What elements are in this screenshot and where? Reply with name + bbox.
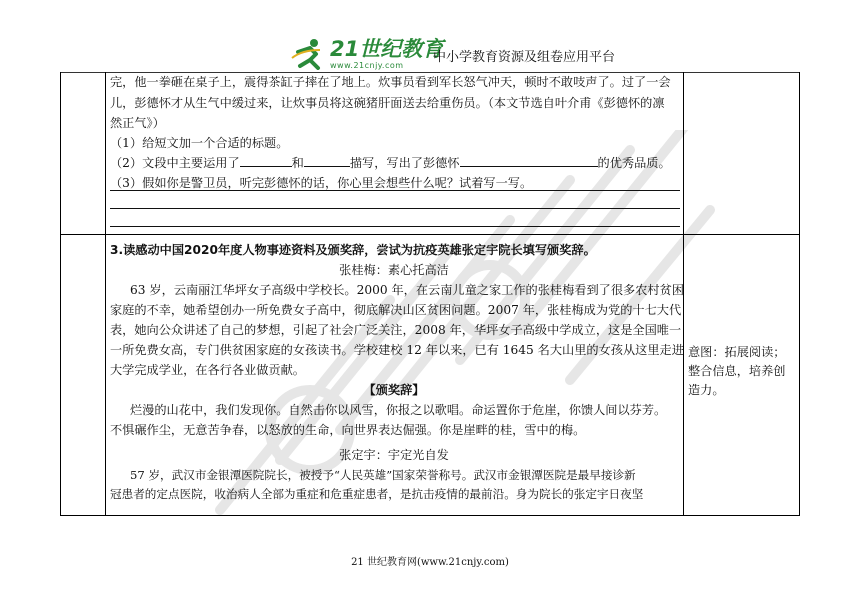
answer-blank-1[interactable] <box>240 153 292 167</box>
answer-blank-2[interactable] <box>304 153 350 167</box>
question-1: （1）给短文加一个合适的标题。 <box>110 136 289 150</box>
question-2-suffix: 的优秀品质。 <box>597 156 671 170</box>
answer-line-3[interactable] <box>110 226 680 227</box>
answer-line-1[interactable] <box>110 190 680 191</box>
page-header <box>0 0 860 72</box>
site-logo <box>290 38 443 70</box>
question-2 <box>110 153 671 173</box>
question-2-and: 和 <box>291 156 304 170</box>
profile-1-line-4: 一所免费女高，专门供贫困家庭的女孩读书。学校建校 12 年以来，已有 1645 名大山里的女孩从这里走进 <box>110 343 684 357</box>
question-3-heading: 3.读感动中国2020年度人物事迹资料及颁奖辞，尝试为抗疫英雄张定宇院长填写颁奖辞。 <box>110 243 596 257</box>
profile-title-zhang-dingyu: 张定宇：宇定光自发 <box>339 448 449 462</box>
profile-1-line-5: 大学完成学业，在各行各业做贡献。 <box>110 363 305 377</box>
running-figure-icon <box>290 38 326 70</box>
page-footer: 21 世纪教育网(www.21cnjy.com) <box>351 557 509 568</box>
logo-sub-text: www.21cnjy.com <box>330 60 404 70</box>
award-heading: 【颁奖辞】 <box>363 383 425 397</box>
passage-line-1: 完，他一拳砸在桌子上，震得茶缸子摔在了地上。炊事员看到军长怒气冲天，顿时不敢吱声了。过了一会 <box>110 75 671 89</box>
profile-2-line-1: 57 岁，武汉市金银潭医院院长，被授予“人民英雄”国家荣誉称号。武汉市金银潭医院是最早接诊新 <box>130 468 636 482</box>
profile-1-line-2: 家庭的不幸，她希望创办一所免费女子高中，彻底解决山区贫困问题。2007 年，张桂梅成为党的十七大代 <box>110 303 682 317</box>
question-3: （3）假如你是警卫员，听完彭德怀的话，你心里会想些什么呢？试着写一写。 <box>110 176 533 190</box>
profile-2-line-2: 冠患者的定点医院，收治病人全部为重症和危重症患者，是抗击疫情的最前沿。身为院长的张定宇日夜坚 <box>110 487 644 501</box>
question-2-mid: 描写，写出了彭德怀 <box>349 156 460 170</box>
question-2-prefix: （2）文段中主要运用了 <box>110 156 240 170</box>
passage-line-2: 儿，彭德怀才从生气中缓过来，让炊事员将这碗猪肝面送去给重伤员。（本文节选自叶介甫《彭德怀的凛 <box>110 96 665 110</box>
profile-title-zhang-guimei: 张桂梅：素心托高洁 <box>339 263 449 277</box>
logo-main-text: 21世纪教育 <box>330 36 444 61</box>
answer-line-2[interactable] <box>110 208 680 209</box>
passage-line-3: 然正气》） <box>110 116 165 130</box>
award-line-2: 不惧碾作尘，无意苦争春，以怒放的生命，向世界表达倔强。你是崖畔的桂，雪中的梅。 <box>110 423 586 437</box>
answer-blank-3[interactable] <box>460 153 598 167</box>
site-title: 中小学教育资源及组卷应用平台 <box>433 50 616 65</box>
profile-1-line-3: 表，她向公众讲述了自己的梦想，引起了社会广泛关注，2008 年，华坪女子高级中学成立，这是全国唯一 <box>110 323 682 337</box>
profile-1-line-1: 63 岁，云南丽江华坪女子高级中学校长。2000 年，在云南儿童之家工作的张桂梅看到了很多农村贫困 <box>130 283 684 297</box>
design-intent-note: 意图：拓展阅读；整合信息，培养创造力。 <box>688 345 786 397</box>
award-line-1: 烂漫的山花中，我们发现你。自然击你以风雪，你报之以歌唱。命运置你于危崖，你馈人间以芬芳。 <box>130 403 667 417</box>
